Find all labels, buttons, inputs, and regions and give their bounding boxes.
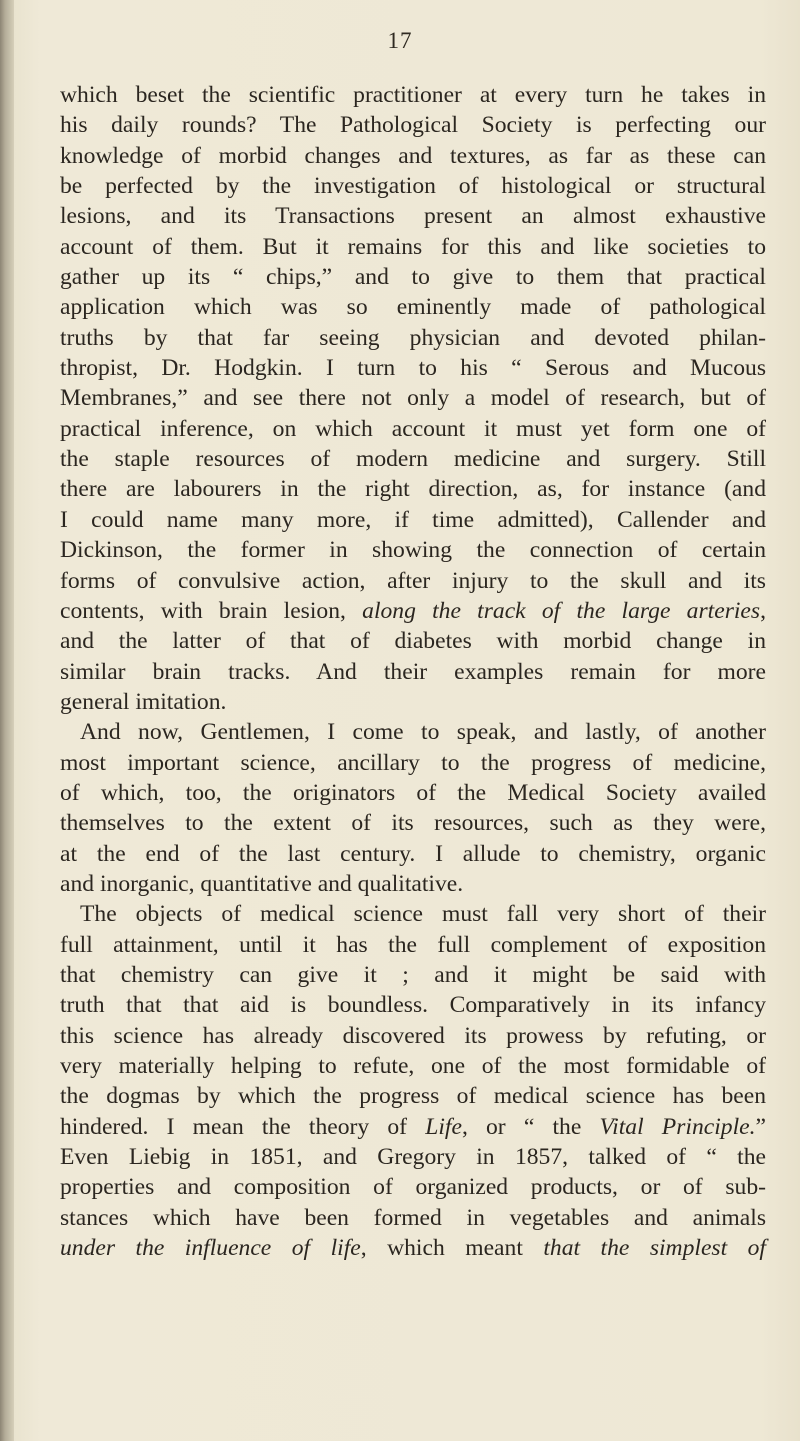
page-number: 17 — [387, 28, 413, 53]
text-line — [60, 201, 766, 231]
line-text: , which meant — [360, 1235, 544, 1262]
line-text: and inorganic, quantitative and qualitative. — [60, 870, 464, 897]
text-line — [60, 414, 766, 444]
line-text: themselves to the extent of its resources, such as they were, — [60, 810, 766, 837]
text-line — [60, 899, 766, 929]
line-text: truth that that aid is boundless. Comparatively in its infancy — [60, 992, 766, 1019]
text-line — [60, 1142, 766, 1172]
line-text: that chemistry can give it ; and it might be said with — [60, 961, 766, 988]
text-line — [60, 353, 766, 383]
text-line — [60, 930, 766, 960]
line-text: And now, Gentlemen, I come to speak, and lastly, of another — [80, 719, 766, 746]
line-text: lesions, and its Transactions present an almost exhaustive — [60, 203, 766, 230]
text-line — [60, 505, 766, 535]
line-text: application which was so eminently made of pathological — [60, 294, 766, 321]
text-line — [60, 657, 766, 687]
text-line — [60, 1233, 766, 1263]
line-text: which beset the scientific practitioner at every turn he takes in — [60, 82, 766, 108]
line-text: general imitation. — [60, 688, 227, 715]
text-line — [60, 778, 766, 808]
text-line — [60, 141, 766, 171]
line-text: , or “ the — [461, 1113, 600, 1140]
text-line — [60, 960, 766, 990]
text-line — [60, 1051, 766, 1081]
line-text: thropist, Dr. Hodgkin. I turn to his “ Serous and Mucous — [60, 355, 766, 382]
text-line — [60, 717, 766, 747]
text-line — [60, 535, 766, 565]
line-text: properties and composition of organized products, or of sub- — [60, 1174, 766, 1201]
line-text: at the end of the last century. I allude to chemistry, organic — [60, 840, 766, 867]
text-line — [60, 292, 766, 322]
line-text: account of them. But it remains for this and like societies to — [60, 233, 766, 260]
line-text: practical inference, on which account it must yet form one of — [60, 415, 766, 442]
body-text — [60, 80, 766, 1263]
text-line — [60, 869, 766, 899]
line-text: the staple resources of modern medicine and surgery. Still — [60, 446, 766, 473]
text-line — [60, 1203, 766, 1233]
text-line — [60, 262, 766, 292]
text-line — [60, 323, 766, 353]
text-line — [60, 990, 766, 1020]
line-text: ” — [755, 1113, 766, 1140]
italic-text: along the track of the large arteries — [362, 597, 761, 624]
line-text: contents, with brain lesion, — [60, 597, 363, 624]
line-text: stances which have been formed in vegetables and animals — [60, 1204, 766, 1231]
text-line — [60, 232, 766, 262]
italic-text: Vital Principle. — [599, 1113, 756, 1140]
italic-text: Life — [425, 1113, 462, 1140]
line-text: knowledge of morbid changes and textures, as far as these can — [60, 142, 766, 169]
line-text: truths by that far seeing physician and devoted philan- — [60, 324, 766, 351]
line-text: similar brain tracks. And their examples remain for more — [60, 658, 766, 685]
line-text: of which, too, the originators of the Medical Society availed — [60, 779, 766, 806]
line-text: be perfected by the investigation of histological or structural — [60, 173, 766, 200]
text-line — [60, 687, 766, 717]
text-line — [60, 1081, 766, 1111]
italic-text: that the simplest of — [543, 1235, 766, 1262]
text-line — [60, 839, 766, 869]
text-line — [60, 171, 766, 201]
line-text: Membranes,” and see there not only a model of research, but of — [60, 385, 766, 412]
text-line — [60, 474, 766, 504]
line-text: , — [760, 597, 766, 624]
text-line — [60, 1172, 766, 1202]
text-line — [60, 1112, 766, 1142]
line-text: Even Liebig in 1851, and Gregory in 1857, talked of “ the — [60, 1144, 766, 1171]
line-text: full attainment, until it has the full complement of exposition — [60, 931, 766, 958]
line-text: very materially helping to refute, one of the most formidable of — [60, 1053, 766, 1079]
text-line — [60, 383, 766, 413]
line-text: hindered. I mean the theory of — [60, 1113, 426, 1140]
text-line — [60, 626, 766, 656]
line-text: Dickinson, the former in showing the connection of certain — [60, 537, 766, 564]
text-line — [60, 566, 766, 596]
text-line — [60, 80, 766, 110]
line-text: forms of convulsive action, after injury to the skull and its — [60, 567, 766, 594]
text-line — [60, 1021, 766, 1051]
line-text: there are labourers in the right direction, as, for instance (and — [60, 476, 766, 503]
italic-text: under the influence of life — [60, 1235, 361, 1262]
text-line — [60, 808, 766, 838]
text-line — [60, 444, 766, 474]
book-gutter — [0, 0, 14, 1441]
line-text: his daily rounds? The Pathological Society is perfecting our — [60, 112, 766, 139]
line-text: and the latter of that of diabetes with morbid change in — [60, 628, 766, 655]
line-text: The objects of medical science must fall very short of their — [80, 901, 766, 928]
text-line — [60, 110, 766, 140]
line-text: this science has already discovered its prowess by refuting, or — [60, 1022, 766, 1049]
line-text: I could name many more, if time admitted), Callender and — [60, 506, 766, 533]
line-text: the dogmas by which the progress of medical science has been — [60, 1083, 766, 1110]
text-line — [60, 748, 766, 778]
line-text: most important science, ancillary to the progress of medicine, — [60, 749, 766, 776]
text-line — [60, 596, 766, 626]
line-text: gather up its “ chips,” and to give to them that practical — [60, 264, 766, 291]
